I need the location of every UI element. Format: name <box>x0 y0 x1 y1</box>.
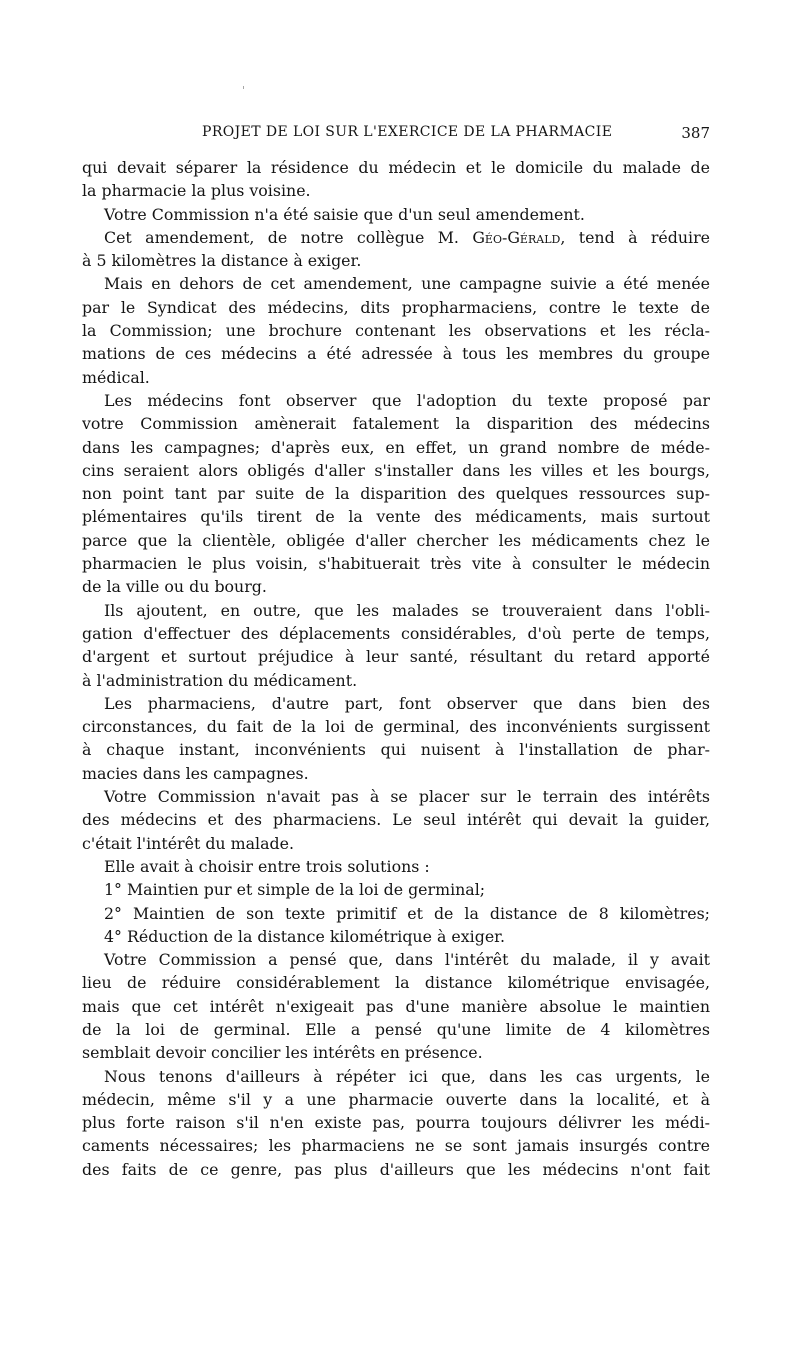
text-line: Elle avait à choisir entre trois solutions : <box>104 856 430 876</box>
text-line: des faits de ce genre, pas plus d'ailleurs que les médecins n'ont fait <box>82 1159 710 1179</box>
text-line <box>82 226 710 249</box>
text-line: caments nécessaires; les pharmaciens ne se sont jamais insurgés contre <box>82 1136 710 1156</box>
text-line: votre Commission amènerait fatalement la disparition des médecins <box>82 414 710 434</box>
text-line: Votre Commission n'avait pas à se placer sur le terrain des intérêts <box>104 787 710 807</box>
text-line: Votre Commission a pensé que, dans l'intérêt du malade, il y avait <box>104 950 710 970</box>
text-line: gation d'effectuer des déplacements considérables, d'où perte de temps, <box>82 623 710 643</box>
print-speck: ' <box>242 84 246 97</box>
text-line: plus forte raison s'il n'en existe pas, pourra toujours délivrer les médi- <box>82 1113 710 1133</box>
list-item: 2° Maintien de son texte primitif et de la distance de 8 kilomètres; <box>104 903 710 923</box>
text-line: Nous tenons d'ailleurs à répéter ici que, dans les cas urgents, le <box>104 1066 710 1086</box>
text-line: plémentaires qu'ils tirent de la vente des médicaments, mais surtout <box>82 507 710 527</box>
text-line: circonstances, du fait de la loi de germinal, des inconvénients surgissent <box>82 717 710 737</box>
text-line: parce que la clientèle, obligée d'aller chercher les médicaments chez le <box>82 530 710 550</box>
text-run: Cet amendement, de notre collègue M. <box>104 227 473 247</box>
text-line: dans les campagnes; d'après eux, en effet, un grand nombre de méde- <box>82 437 710 457</box>
text-line: mais que cet intérêt n'exigeait pas d'une manière absolue le maintien <box>82 996 710 1016</box>
text-line: à l'administration du médicament. <box>82 670 358 690</box>
text-line: Votre Commission n'a été saisie que d'un seul amendement. <box>104 204 585 224</box>
text-line: à 5 kilomètres la distance à exiger. <box>82 251 362 271</box>
text-line: c'était l'intérêt du malade. <box>82 833 294 853</box>
text-line: Ils ajoutent, en outre, que les malades se trouveraient dans l'obli- <box>104 600 710 620</box>
text-line: non point tant par suite de la disparition des quelques ressources sup- <box>82 484 710 504</box>
book-page <box>82 0 710 1356</box>
author-name: Géo-Gérald <box>472 227 561 247</box>
page-header <box>82 124 710 148</box>
text-line: cins seraient alors obligés d'aller s'installer dans les villes et les bourgs, <box>82 460 710 480</box>
text-run: , tend à réduire <box>560 227 710 247</box>
list-item: 4° Réduction de la distance kilométrique à exiger. <box>104 926 506 946</box>
text-line: médical. <box>82 367 150 387</box>
text-line: la Commission; une brochure contenant les observations et les récla- <box>82 321 710 341</box>
text-line: médecin, même s'il y a une pharmacie ouverte dans la localité, et à <box>82 1089 710 1109</box>
text-line: de la ville ou du bourg. <box>82 577 267 597</box>
text-line: à chaque instant, inconvénients qui nuisent à l'installation de phar- <box>82 740 710 760</box>
text-line: Mais en dehors de cet amendement, une campagne suivie a été menée <box>104 274 710 294</box>
text-line: mations de ces médecins a été adressée à tous les membres du groupe <box>82 344 710 364</box>
text-line: pharmacien le plus voisin, s'habituerait très vite à consulter le médecin <box>82 554 710 574</box>
text-line: Les pharmaciens, d'autre part, font observer que dans bien des <box>104 693 710 713</box>
text-line: qui devait séparer la résidence du médecin et le domicile du malade de <box>82 158 710 177</box>
text-line: des médecins et des pharmaciens. Le seul intérêt qui devait la guider, <box>82 810 710 830</box>
text-line: semblait devoir concilier les intérêts en présence. <box>82 1043 483 1063</box>
text-line: d'argent et surtout préjudice à leur santé, résultant du retard apporté <box>82 647 710 667</box>
running-title: PROJET DE LOI SUR L'EXERCICE DE LA PHARMACIE <box>202 124 613 140</box>
text-line: la pharmacie la plus voisine. <box>82 181 311 201</box>
text-line: de la loi de germinal. Elle a pensé qu'une limite de 4 kilomètres <box>82 1019 710 1039</box>
text-line: macies dans les campagnes. <box>82 763 309 783</box>
text-line: lieu de réduire considérablement la distance kilométrique envisagée, <box>82 973 710 993</box>
list-item: 1° Maintien pur et simple de la loi de germinal; <box>104 880 486 900</box>
body-text <box>82 156 710 1181</box>
text-line: par le Syndicat des médecins, dits propharmaciens, contre le texte de <box>82 297 710 317</box>
text-line: Les médecins font observer que l'adoption du texte proposé par <box>104 390 710 410</box>
page-number: 387 <box>681 124 710 142</box>
